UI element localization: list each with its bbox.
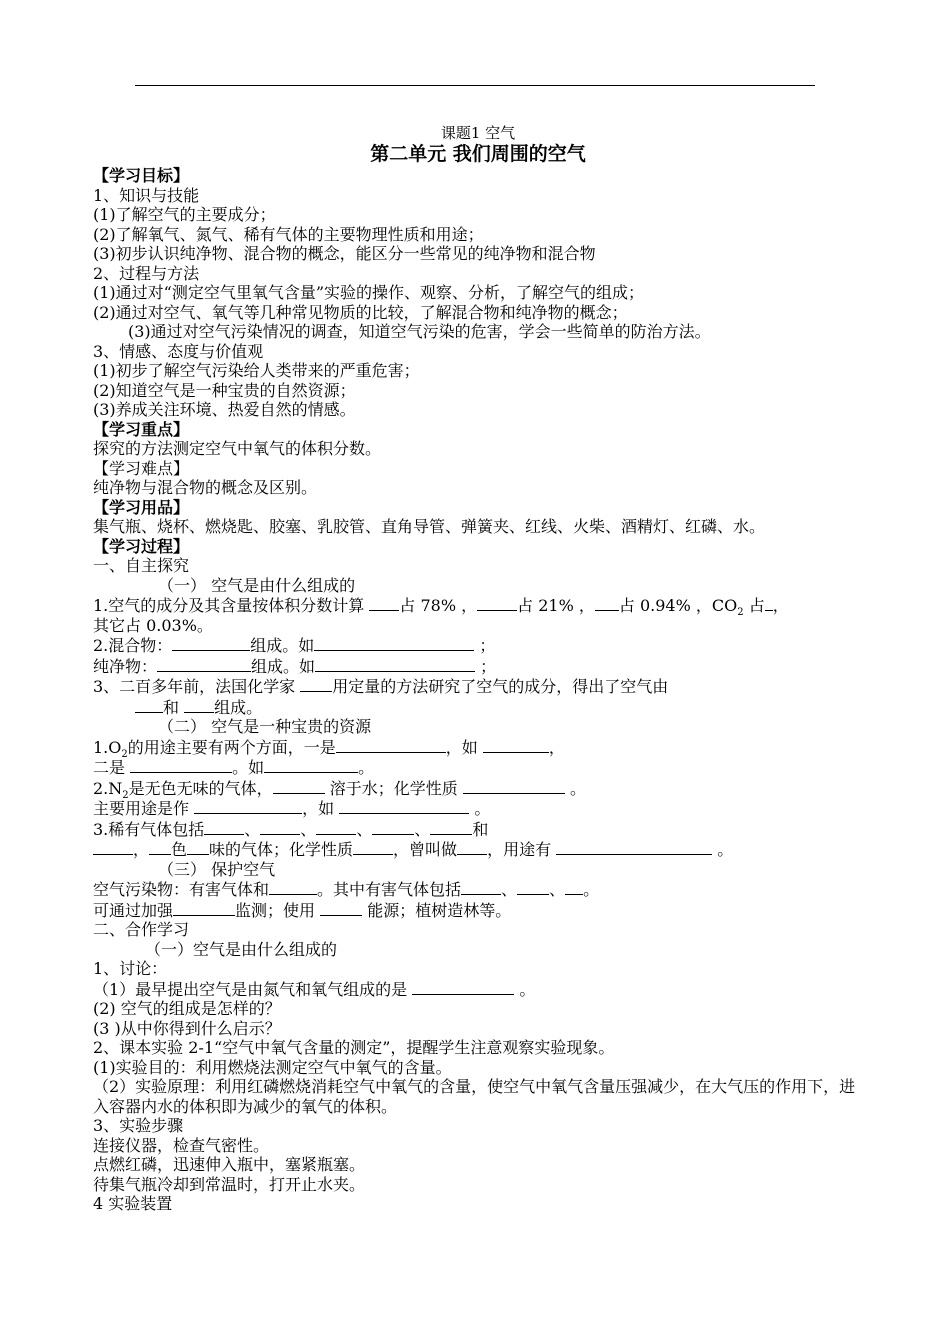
answer-blank[interactable] [339,798,469,814]
goal-item: (1)了解空气的主要成分； [93,205,276,224]
question-oxygen-uses: $1.O_2$的用途主要有两个方面，一是 ，如 ， [93,737,565,760]
answer-blank[interactable] [260,819,300,835]
answer-blank[interactable] [372,819,414,835]
experiment-apparatus-heading: 4 实验装置 [93,1194,173,1213]
question-lavoisier-cont: 和 组成。 [93,697,863,718]
discussion-question: (3 )从中你得到什么启示？ [93,1018,281,1038]
answer-blank[interactable] [172,635,250,651]
question-pollution-control: 可通过加强 监测；使用 能源；植树造林等。 [93,900,512,920]
discussion-question: （1）最早提出空气是由氮气和氧气组成的是 。 [93,979,536,999]
experiment-step: 待集气瓶冷却到常温时，打开止水夹。 [93,1174,366,1194]
question-pure-substance: 纯净物： 组成。如 ； [93,656,497,676]
lesson-subtitle: 课题1 空气 [440,124,516,142]
answer-blank[interactable] [565,879,583,895]
answer-blank[interactable] [556,839,712,855]
answer-blank[interactable] [463,778,565,794]
question-pollutants: 空气污染物：有害气体和 。其中有害气体包括 、 、 。 [93,880,600,899]
section-heading-key: 【学习重点】 [93,419,190,439]
goal-item: (2)知道空气是一种宝贵的自然资源； [93,380,356,400]
experiment-purpose: (1)实验目的：利用燃烧法测定空气中氧气的含量。 [93,1057,452,1077]
goal-heading-1: 1、知识与技能 [93,185,200,205]
discussion-question: (2) 空气的组成是怎样的？ [93,999,281,1018]
answer-blank[interactable] [187,839,209,855]
answer-blank[interactable] [483,737,549,753]
question-nitrogen-cont: 主要用途是作 ，如 。 [93,799,491,818]
answer-blank[interactable] [595,595,619,611]
difficulty-point: 纯净物与混合物的概念及区别。 [93,478,318,497]
answer-blank[interactable] [173,900,235,916]
answer-blank[interactable] [316,819,356,835]
answer-blank[interactable] [264,757,358,773]
goal-item: (3)养成关注环境、热爱自然的情感。 [93,400,356,419]
experiment-principle: （2）实验原理：利用红磷燃烧消耗空气中氧气的含量，使空气中氧气含量压强减少，在大气压的作用下，进入容器内水的体积即为减少的氧气的体积。 [93,1077,856,1116]
goal-item: (2)通过对空气、氧气等几种常见物质的比较，了解混合物和纯净物的概念； [93,302,628,322]
answer-blank[interactable] [300,676,332,692]
sub-heading-resource: （二） 空气是一种宝贵的资源 [158,717,372,736]
answer-blank[interactable] [135,697,163,713]
supplies-list: 集气瓶、烧杯、燃烧匙、胶塞、乳胶管、直角导管、弹簧夹、红线、火柴、酒精灯、红磷、水。 [93,517,766,536]
answer-blank[interactable] [369,595,399,611]
goal-item: (2)了解氧气、氮气、稀有气体的主要物理性质和用途； [93,224,484,244]
section-heading-supplies: 【学习用品】 [93,497,190,517]
part-heading-cooperative: 二、合作学习 [93,920,190,939]
answer-blank[interactable] [269,879,317,895]
experiment-step: 点燃红磷，迅速伸入瓶中，塞紧瓶塞。 [93,1155,366,1174]
section-heading-process: 【学习过程】 [93,536,190,556]
goal-item: (3)通过对空气污染情况的调查，知道空气污染的危害，学会一些简单的防治方法。 [128,322,711,341]
discussion-heading: 1、讨论： [93,959,168,978]
section-heading-goals: 【学习目标】 [93,166,190,185]
question-nitrogen: $2.N_2$是无色无味的气体， 溶于水；化学性质 。 [93,778,586,801]
answer-blank[interactable] [315,656,475,672]
part-heading-self-study: 一、自主探究 [93,556,190,575]
goal-item: (1)通过对“测定空气里氧气含量”实验的操作、观察、分析，了解空气的组成； [93,283,645,302]
experiment-step: 连接仪器，检查气密性。 [93,1135,270,1155]
goal-heading-2: 2、过程与方法 [93,263,200,283]
answer-blank[interactable] [353,839,393,855]
answer-blank[interactable] [149,839,171,855]
goal-item: (3)初步认识纯净物、混合物的概念，能区分一些常见的纯净物和混合物 [93,244,596,263]
document-body [93,124,863,1214]
header-rule [135,85,815,86]
answer-blank[interactable] [412,979,514,995]
question-mixture: 2.混合物： 组成。如 ； [93,636,496,655]
answer-blank[interactable] [765,595,773,611]
answer-blank[interactable] [461,879,501,895]
sub-heading-protect: （三） 保护空气 [158,859,276,879]
answer-blank[interactable] [204,819,244,835]
answer-blank[interactable] [517,879,549,895]
answer-blank[interactable] [157,656,251,672]
key-point: 探究的方法测定空气中氧气的体积分数。 [93,439,382,458]
answer-blank[interactable] [184,697,214,713]
answer-blank[interactable] [320,900,362,916]
experiment-steps-heading: 3、实验步骤 [93,1116,184,1135]
question-rare-gases: 3.稀有气体包括 、 、 、 、 和 [93,819,489,839]
question-rare-gases-cont: ， 色 味的气体；化学性质 ，曾叫做 ，用途有 。 [93,839,863,860]
answer-blank[interactable] [336,737,446,753]
experiment-intro: 2、课本实验 2-1“空气中氧气含量的测定”，提醒学生注意观察实验现象。 [93,1038,615,1057]
unit-title: 第二单元 我们周围的空气 [370,143,586,165]
question-oxygen-uses-cont: 二是 。如 。 [93,758,375,777]
answer-blank[interactable] [93,839,133,855]
answer-blank[interactable] [273,778,325,794]
question-lavoisier: 3、二百多年前，法国化学家 用定量的方法研究了空气的成分，得出了空气由 [93,677,669,696]
question-air-composition: 1.空气的成分及其含量按体积分数计算 占 78% ， 占 21% ， 占 0.94% ，$CO_2$ 占 ， [93,596,789,619]
answer-blank[interactable] [130,757,232,773]
question-air-composition-cont: 其它占 0.03%。 [93,615,213,635]
answer-blank[interactable] [430,819,472,835]
answer-blank[interactable] [457,839,487,855]
sub-heading-composition-2: （一）空气是由什么组成的 [145,939,338,959]
goal-heading-3: 3、情感、态度与价值观 [93,341,264,361]
goal-item: (1)初步了解空气污染给人类带来的严重危害； [93,361,420,380]
answer-blank[interactable] [194,798,302,814]
answer-blank[interactable] [314,635,474,651]
sub-heading-composition: （一） 空气是由什么组成的 [158,575,356,595]
answer-blank[interactable] [477,595,517,611]
section-heading-difficulty: 【学习难点】 [93,458,190,478]
